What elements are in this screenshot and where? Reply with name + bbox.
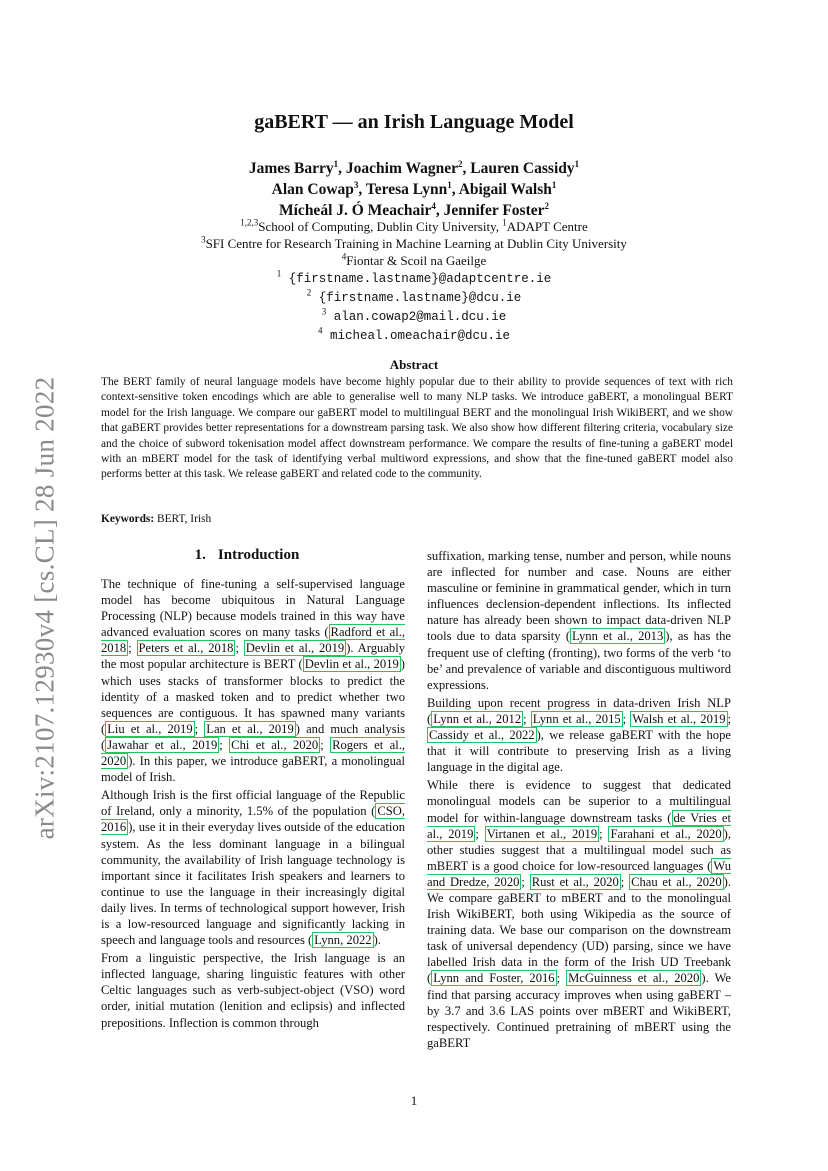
author-affiliation-mark: 1 (333, 158, 339, 169)
email-mark: 4 (317, 325, 323, 336)
citation-link[interactable]: Chi et al., 2020 (231, 737, 319, 752)
author-name: Abigail Walsh (458, 181, 552, 198)
citation-link[interactable]: Lynn et al., 2012 (433, 711, 522, 726)
citation-link[interactable]: Lynn et al., 2013 (572, 629, 664, 644)
author-affiliation-mark: 1 (447, 179, 452, 190)
affiliation-line: $^3$SFI Centre for Research Training in Machine Learning at Dublin City University (201, 234, 627, 251)
author-affiliation-mark: 2 (544, 200, 549, 211)
left-column (101, 576, 405, 1033)
affiliation-line: $^4$Fiontar & Scoil na Gaeilge (341, 251, 487, 268)
citation-link[interactable]: de Vries et al., 2019 (427, 810, 731, 841)
email-mark: 1 (276, 268, 282, 279)
right-column (427, 548, 731, 1053)
paragraph: Although Irish is the first official language of the Republic of Ireland, only a minority, 1.5% of the population ( CSO, 2016 ), use it in their everyday lives outside of the education system. As the less dominant language in a bilingual community, the availability of Irish language technology is important since it facilitates Irish speakers and learners to continue to use the language in their increasingly digital daily lives. In terms of technological support however, Irish is a low-resourced language and significantly lacking in speech and language tools and resources ( Lynn, 2022 ). (101, 788, 405, 948)
email-list (0, 269, 828, 345)
citation-link[interactable]: Devlin et al., 2019 (304, 657, 399, 672)
author-name: Jennifer Foster (443, 202, 545, 219)
citation-link[interactable]: CSO, 2016 (101, 804, 405, 835)
abstract-text: The BERT family of neural language models have become highly popular due to their ability to provide sequences of text with rich context-sensitive token encodings which are able to generalise well to many NLP tasks. We introduce gaBERT, a monolingual BERT model for the Irish language. We compare our gaBERT model to multilingual BERT and the monolingual Irish WikiBERT, and we show that gaBERT provides better representations for a downstream parsing task. We also show how different filtering criteria, vocabulary size and the choice of subword tokenisation model affect downstream performance. We compare the results of fine-tuning a gaBERT model with an mBERT model for the task of identifying verbal multiword expressions, and show that the fine-tuned gaBERT model also performs better at this task. We release gaBERT and related code to the community. (101, 376, 733, 481)
paragraph: While there is evidence to suggest that dedicated monolingual models can be superior to a multilingual model for within-language downstream tasks ( de Vries et al., 2019 ; Virtanen et al., 2019 ; Farahani et al., 2020 ), other studies suggest that a multilingual model such as mBERT is a good choice for low-resourced languages ( Wu and Dredze, 2020 ; Rust et al., 2020 ; Chau et al., 2020 ). We compare gaBERT to mBERT and to the monolingual Irish WikiBERT, both using Wikipedia as the source of training data. We base our comparison on the downstream task of universal dependency (UD) parsing, since we have labelled Irish data in the form of the Irish UD Treebank ( Lynn and Foster, 2016 ; McGuinness et al., 2020 ). We find that parsing accuracy improves when using gaBERT – by 3.7 and 3.6 LAS points over mBERT and WikiBERT, respectively. Continued pretraining of mBERT using the gaBERT (427, 778, 731, 1050)
email-address[interactable]: {firstname.lastname}@adaptcentre.ie (281, 272, 552, 286)
citation-link[interactable]: McGuinness et al., 2020 (568, 971, 700, 986)
citation-link[interactable]: Chau et al., 2020 (631, 874, 722, 889)
citation-link[interactable]: Jawahar et al., 2019 (107, 737, 218, 752)
affiliation-block (0, 218, 828, 345)
arxiv-identifier: arXiv:2107.12930v4 [cs.CL] 28 Jun 2022 (29, 376, 60, 840)
citation-link[interactable]: Rogers et al., 2020 (101, 737, 405, 769)
citation-link[interactable]: Lynn and Foster, 2016 (433, 971, 555, 986)
author-name: Teresa Lynn (365, 181, 448, 198)
author-affiliation-mark: 1 (574, 158, 580, 169)
email-mark: 2 (306, 287, 312, 298)
paragraph: The technique of fine-tuning a self-supervised language model has become ubiquitous in Natural Language Processing (NLP) because models trained in this way have advanced evaluation scores on many tasks ( Radford et al., 2018 ; Peters et al., 2018 ; Devlin et al., 2019 ). Arguably the most popular architecture is BERT ( Devlin et al., 2019 ) which uses stacks of transformer blocks to predict the identity of a masked token and to predict whether two sequences are contiguous. It has spawned many variants ( Liu et al., 2019 ; Lan et al., 2019 ) and much analysis ( Jawahar et al., 2019 ; Chi et al., 2020 ; Rogers et al., 2020 ). In this paper, we introduce gaBERT, a monolingual model of Irish. (101, 577, 405, 785)
section-heading: 1. Introduction (194, 547, 300, 563)
citation-link[interactable]: Cassidy et al., 2022 (429, 728, 535, 743)
citation-link[interactable]: Lynn et al., 2015 (532, 711, 621, 726)
citation-link[interactable]: Wu and Dredze, 2020 (427, 858, 731, 889)
email-line (0, 326, 828, 345)
citation-link[interactable]: Walsh et al., 2019 (632, 711, 726, 726)
author-affiliation-mark: 4 (431, 200, 436, 211)
citation-link[interactable]: Lynn, 2022 (314, 933, 372, 948)
paper-title: gaBERT — an Irish Language Model (254, 111, 574, 133)
email-line (0, 307, 828, 326)
citation-link[interactable]: Rust et al., 2020 (531, 874, 619, 889)
paragraph: From a linguistic perspective, the Irish language is an inflected language, sharing linguistic features with other Celtic languages such as verb-subject-object (VSO) word order, initial mutation (lenition and eclipsis) and inflected prepositions. Inflection is common through (101, 951, 405, 1030)
citation-link[interactable]: Devlin et al., 2019 (245, 641, 345, 656)
author-affiliation-mark: 2 (458, 158, 463, 169)
author-block (0, 158, 828, 221)
author-affiliation-mark: 3 (353, 179, 359, 190)
paragraph: suffixation, marking tense, number and person, while nouns are inflected for number and case. Nouns are either masculine or feminine in grammatical gender, which in turn influences declension-dependent inflections. Its inflected nature has already been shown to impact data-driven NLP tools due to data sparsity ( Lynn et al., 2013 ), as has the frequent use of clefting (fronting), two forms of the verb ‘to be’ and prevalence of variable and discontiguous multiword expressions. (427, 549, 732, 692)
citation-link[interactable]: Liu et al., 2019 (107, 721, 193, 736)
author-affiliation-mark: 1 (551, 179, 557, 190)
affiliation-line: $^{1,2,3}$School of Computing, Dublin City University, $^1$ADAPT Centre (240, 217, 588, 234)
paragraph: Building upon recent progress in data-driven Irish NLP ( Lynn et al., 2012 ; Lynn et al., 2015 ; Walsh et al., 2019 ; Cassidy et al., 2022 ), we release gaBERT with the hope that it will contribute to preserving Irish as a living language in the digital age. (427, 695, 731, 775)
email-address[interactable]: {firstname.lastname}@dcu.ie (311, 291, 522, 305)
citation-link[interactable]: Farahani et al., 2020 (610, 826, 722, 841)
author-name: James Barry (248, 160, 334, 177)
citation-link[interactable]: Peters et al., 2018 (138, 641, 234, 656)
author-line: James Barry$^1$, Joachim Wagner$^2$, Lauren Cassidy$^1$ (248, 158, 580, 177)
author-name: Alan Cowap (271, 181, 354, 198)
citation-link[interactable]: Lan et al., 2019 (206, 721, 294, 736)
citation-link[interactable]: Radford et al., 2018 (101, 625, 405, 656)
author-name: Lauren Cassidy (470, 160, 575, 177)
email-mark: 3 (321, 306, 327, 317)
citation-link[interactable]: Virtanen et al., 2019 (486, 826, 598, 841)
author-name: Joachim Wagner (345, 160, 458, 177)
email-address[interactable]: alan.cowap2@mail.dcu.ie (326, 310, 507, 324)
abstract-heading: Abstract (389, 357, 439, 372)
author-name: Mícheál J. Ó Meachair (279, 202, 432, 219)
email-line (0, 288, 828, 307)
author-line: Alan Cowap$^3$, Teresa Lynn$^1$, Abigail Walsh$^1$ (271, 179, 557, 198)
keywords: Keywords: BERT, Irish (101, 513, 212, 525)
page-number: 1 (410, 1093, 418, 1108)
email-address[interactable]: micheal.omeachair@dcu.ie (322, 329, 511, 343)
email-line (0, 269, 828, 288)
author-line: Mícheál J. Ó Meachair$^4$, Jennifer Foster$^2$ (279, 200, 549, 219)
